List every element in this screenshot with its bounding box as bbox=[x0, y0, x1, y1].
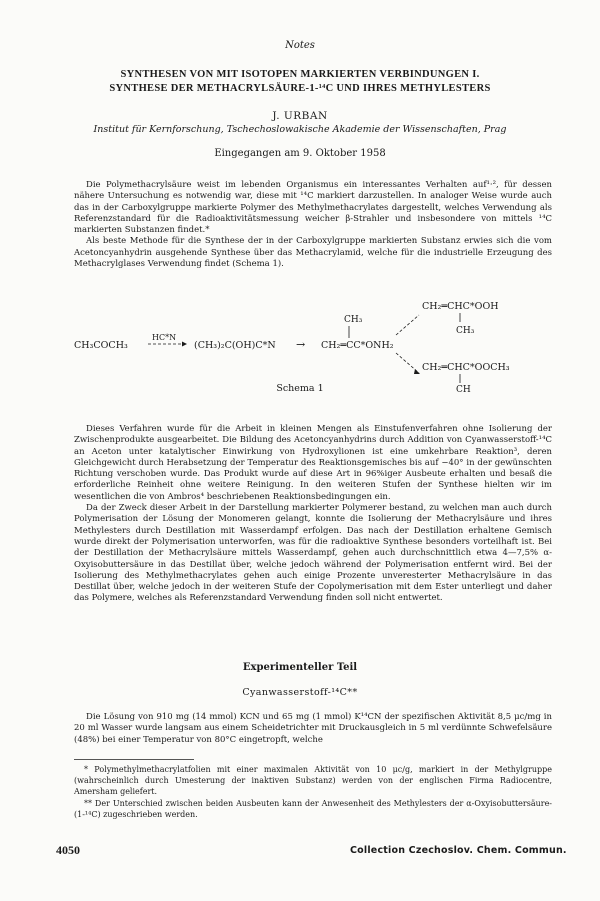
received-date: Eingegangen am 9. Oktober 1958 bbox=[214, 148, 386, 159]
title-line-1: SYNTHESEN VON MIT ISOTOPEN MARKIERTEN VERBINDUNGEN I. bbox=[120, 69, 480, 80]
title-line-2: SYNTHESE DER METHACRYLSÄURE-1-¹⁴C UND IHRES METHYLESTERS bbox=[109, 83, 491, 94]
journal-name: Collection Czechoslov. Chem. Commun. bbox=[350, 845, 567, 856]
paragraph: Die Lösung von 910 mg (14 mmol) KCN und 65 mg (1 mmol) K¹⁴CN der spezifischen Aktivität 8,5 μc/mg in 20 ml Wasser wurde langsam aus einem Scheidetrichter mit Druckausgleich in 5 ml verdünnte Schwefelsäure (48%) bei einer Temperatur von 80°C eingetropft, welche bbox=[74, 712, 552, 745]
reaction-scheme bbox=[74, 295, 554, 420]
reagent-hcn: HC*N bbox=[152, 333, 177, 342]
footnote-text: ** Der Unterschied zwischen beiden Ausbeuten kann der Anwesenheit des Methylesters der α-Oxyisobuttersäure-(1-¹⁴C) zugeschrieben werden. bbox=[74, 799, 552, 819]
arrowhead bbox=[414, 369, 420, 374]
footnote-2 bbox=[74, 798, 552, 820]
arrowhead bbox=[182, 342, 187, 347]
paragraph: Die Polymethacrylsäure weist im lebenden Organismus ein interessantes Verhalten auf¹·², für dessen nähere Untersuchung es notwendig war, diese mit ¹⁴C markiert darzustellen. In analoger Weise wurde auch das in der Carboxylgruppe markierte Polymer des Methylmethacrylates dargestellt, welches Verwendung als Referenzstandard für die Radioaktivitätsmessung weicher β-Strahler und insbesondere von mittels ¹⁴C markierten Substanzen findet.* bbox=[74, 180, 552, 236]
methacrylic-acid: CH₂═CHC*OOH bbox=[422, 301, 499, 312]
intro-section bbox=[74, 180, 552, 270]
main-section bbox=[74, 424, 552, 605]
scheme-caption: Schema 1 bbox=[276, 383, 324, 394]
paragraph: Als beste Methode für die Synthese der in der Carboxylgruppe markierten Substanz erwies sich die vom Acetoncyanhydrin ausgehende Synthese über das Methacrylamid, welche für die industrielle Erzeugung des Methacrylglases Verwendung findet (Schema 1). bbox=[74, 236, 552, 270]
methyl-group: CH₃ bbox=[456, 326, 475, 336]
footnote-text: * Polymethylmethacrylatfolien mit einer maximalen Aktivität von 10 μc/g, markiert in der Methylgruppe (wahrscheinlich durch Umesterung der inaktiven Substanz) werden von der englischen Firma Radiocentre, Amersham geliefert. bbox=[74, 765, 552, 796]
methyl-group: CH₃ bbox=[344, 315, 363, 325]
page-number: 4050 bbox=[56, 843, 80, 857]
section-heading: Experimenteller Teil bbox=[242, 662, 358, 673]
subsection-heading: Cyanwasserstoff-¹⁴C** bbox=[242, 687, 358, 698]
methacrylamide: CH₂═CC*ONH₂ bbox=[321, 340, 394, 351]
experimental-section bbox=[74, 712, 552, 746]
affiliation: Institut für Kernforschung, Tschechoslowakische Akademie der Wissenschaften, Prag bbox=[93, 124, 507, 135]
methyl-methacrylate: CH₂═CHC*OOCH₃ bbox=[422, 362, 510, 373]
reactant-acetone: CH₃COCH₃ bbox=[74, 340, 128, 351]
reaction-arrow-3 bbox=[396, 315, 419, 335]
author: J. URBAN bbox=[272, 110, 328, 122]
paragraph: Da der Zweck dieser Arbeit in der Darstellung markierter Polymerer bestand, zu welchen man auch durch Polymerisation der Lösung der Monomeren gelangt, konnte die Isolierung der Methacrylsäure und ihres Methylesters durch Destillation mit Wasserdampf erfolgen. Das nach der Destillation erhaltene Gemisch wurde direkt der Polymerisation unterworfen, was für die radioaktive Synthese besonders vorteilhaft ist. Bei der Destillation der Methacrylsäure mittels Wasserdampf, gehen auch durchschnittlich etwa 4—7,5% α-Oxyisobuttersäure in das Destillat über, welche jedoch während der Polymerisation entfernt wird. Bei der Isolierung des Methylmethacrylates gehen auch einige Prozente unveresterter Methacrylsäure in das Destillat über, welche jedoch in der weiteren Stufe der Copolymerisation mit dem Ester unterliegt und daher das Polymere, welches als Referenzstandard Verwendung finden soll nicht entwertet. bbox=[74, 503, 552, 604]
acetone-cyanohydrin: (CH₃)₂C(OH)C*N bbox=[194, 340, 276, 351]
footnote-rule bbox=[74, 759, 194, 760]
reaction-arrow-2: → bbox=[296, 338, 306, 351]
article-title bbox=[40, 68, 560, 96]
running-head: Notes bbox=[285, 40, 315, 51]
methyl-group: CH bbox=[456, 385, 471, 395]
paragraph: Dieses Verfahren wurde für die Arbeit in kleinen Mengen als Einstufenverfahren ohne Isolierung der Zwischenprodukte ausgearbeitet. Die Bildung des Acetoncyanhydrins durch Addition von Cyanwasserstoff-¹⁴C an Aceton unter katalytischer Einwirkung von Hydroxylionen ist eine umkehrbare Reaktion³, deren Gleichgewicht durch Herabsetzung der Temperatur des Reaktionsgemisches bis auf −40° in der gewünschten Richtung verschoben wurde. Das Produkt wurde auf diese Art in 96%iger Ausbeute erhalten und besaß die erforderliche Reinheit ohne weitere Reinigung. In den weiteren Stufen der Synthese hielten wir im wesentlichen die von Ambros⁴ beschriebenen Reaktionsbedingungen ein. bbox=[74, 424, 552, 502]
footnote-1 bbox=[74, 764, 552, 797]
